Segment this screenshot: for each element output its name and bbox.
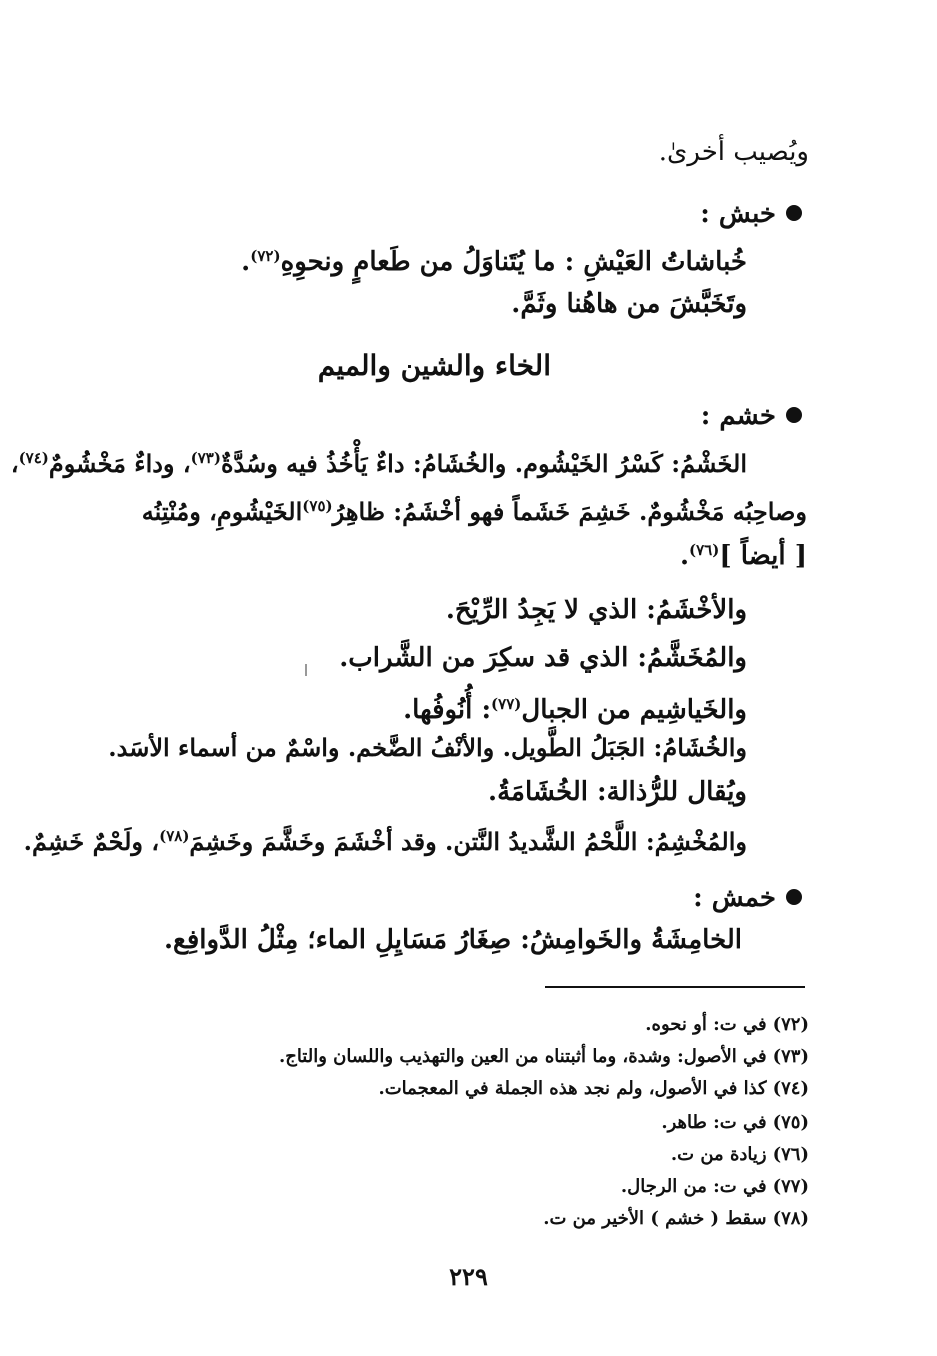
intro-line: ويُصيب أخرىٰ. bbox=[658, 137, 809, 167]
text-run: : أُنُوفُها. bbox=[403, 695, 492, 725]
scan-mark bbox=[305, 664, 307, 676]
text-run: ، bbox=[10, 449, 19, 478]
text-run: [ أيضاً ] bbox=[719, 541, 807, 571]
khashm-def-4: والخُشَامُ: الجَبَلُ الطَّويل. والأنْفُ الضَّخم. واسْمٌ من أسماء الأسَد. bbox=[108, 733, 747, 762]
text-run: والمُخْشِمُ: اللَّحْمُ الشَّديدُ النَّتن. وقد أخْشَمَ وخَشَّمَ وخَشِمَ bbox=[189, 827, 747, 856]
footnote-ref[interactable]: (٧٥) bbox=[302, 497, 333, 515]
footnote-72 bbox=[645, 1012, 809, 1038]
text-run: والخَياشِيم من الجبال bbox=[521, 695, 747, 725]
footnote-text: سقط ( خشم ) الأخير من ت. bbox=[543, 1208, 767, 1229]
footnote-75 bbox=[661, 1110, 809, 1136]
entry-head-label: خبش : bbox=[700, 199, 776, 229]
footnote-number: (٧٤) bbox=[772, 1078, 809, 1099]
footnote-number: (٧٨) bbox=[772, 1208, 809, 1229]
khamsh-line: الخامِشَةُ والخَوامِشُ: صِغَارُ مَسَايِلِ الماء؛ مِثْلُ الدَّوافِع. bbox=[163, 925, 742, 955]
khabash-line-1 bbox=[241, 238, 747, 280]
bullet-icon bbox=[786, 407, 802, 423]
entry-head-khashm bbox=[701, 398, 802, 434]
khashm-line-2 bbox=[142, 488, 807, 530]
footnote-text: في ت: من الرجال. bbox=[620, 1176, 767, 1197]
khashm-def-2: والمُخَشَّمُ: الذي قد سكِرَ من الشَّراب. bbox=[339, 643, 747, 673]
footnote-ref[interactable]: (٧٤) bbox=[18, 449, 49, 467]
footnote-ref[interactable]: (٧٣) bbox=[190, 449, 221, 467]
page-number: ٢٢٩ bbox=[449, 1262, 488, 1291]
text-run: . bbox=[679, 541, 690, 571]
footnote-74 bbox=[378, 1076, 809, 1102]
footnote-73 bbox=[279, 1044, 809, 1070]
text-run: خُباشاتُ العَيْشِ : ما يُتَناوَلُ من طَعامٍ ونحوِهِ bbox=[280, 247, 747, 277]
text-run: . bbox=[241, 247, 251, 277]
entry-head-label: خمش : bbox=[693, 883, 776, 913]
text-run: الخَيْشُومِ، ومُنْتِنُه bbox=[141, 497, 303, 526]
entry-head-khabash bbox=[700, 196, 802, 232]
khabash-line-2: وتَخَبَّشَ من هاهُنا وثَمَّ. bbox=[511, 289, 747, 319]
khashm-line-1 bbox=[11, 440, 747, 482]
bullet-icon bbox=[786, 889, 802, 905]
khashm-def-6 bbox=[24, 818, 747, 860]
footnote-ref[interactable]: (٧٨) bbox=[159, 827, 190, 845]
text-run: الخَشْمُ: كَسْرُ الخَيْشُوم. والخُشَامُ: داءٌ يَأْخُذُ فيه وسُدَّةٌ bbox=[220, 449, 747, 478]
text-run: ، وداءٌ مَخْشُومٌ bbox=[48, 449, 191, 478]
bullet-icon bbox=[786, 205, 802, 221]
footnote-text: زيادة من ت. bbox=[670, 1144, 767, 1165]
footnote-ref[interactable]: (٧٢) bbox=[250, 247, 281, 265]
footnote-ref[interactable]: (٧٦) bbox=[689, 541, 720, 559]
entry-head-khamsh bbox=[693, 880, 802, 916]
footnote-78 bbox=[543, 1206, 809, 1232]
khashm-def-3 bbox=[403, 686, 747, 728]
footnote-ref[interactable]: (٧٧) bbox=[491, 695, 522, 713]
footnote-number: (٧٥) bbox=[772, 1112, 809, 1133]
footnote-text: في الأصول: وشدة، وما أثبتناه من العين والتهذيب واللسان والتاج. bbox=[278, 1046, 767, 1067]
footnote-76 bbox=[671, 1142, 809, 1168]
khashm-line-3 bbox=[680, 532, 807, 574]
footnote-number: (٧٣) bbox=[772, 1046, 809, 1067]
footnote-77 bbox=[621, 1174, 809, 1200]
footnote-number: (٧٧) bbox=[772, 1176, 809, 1197]
entry-head-label: خشم : bbox=[700, 401, 776, 431]
text-run: ، ولَحْمٌ خَشِمٌ. bbox=[23, 827, 160, 856]
footnote-text: في ت: طاهر. bbox=[661, 1112, 767, 1133]
footnote-number: (٧٦) bbox=[772, 1144, 809, 1165]
khashm-def-5: ويُقال للرُّذالة: الخُشَامَةُ. bbox=[488, 777, 747, 807]
footnote-text: في ت: أو نحوه. bbox=[645, 1014, 767, 1035]
footnote-text: كذا في الأصول، ولم نجد هذه الجملة في المعجمات. bbox=[378, 1078, 767, 1099]
footnote-divider bbox=[545, 986, 805, 988]
section-heading: الخاء والشين والميم bbox=[317, 349, 551, 382]
khashm-def-1: والأخْشَمُ: الذي لا يَجِدُ الرِّيْحَ. bbox=[445, 595, 747, 625]
text-run: وصاحِبُه مَخْشُومٌ. خَشِمَ خَشَماً فهو أخْشَمُ: ظاهِرُ bbox=[332, 497, 807, 526]
footnote-number: (٧٢) bbox=[772, 1014, 809, 1035]
